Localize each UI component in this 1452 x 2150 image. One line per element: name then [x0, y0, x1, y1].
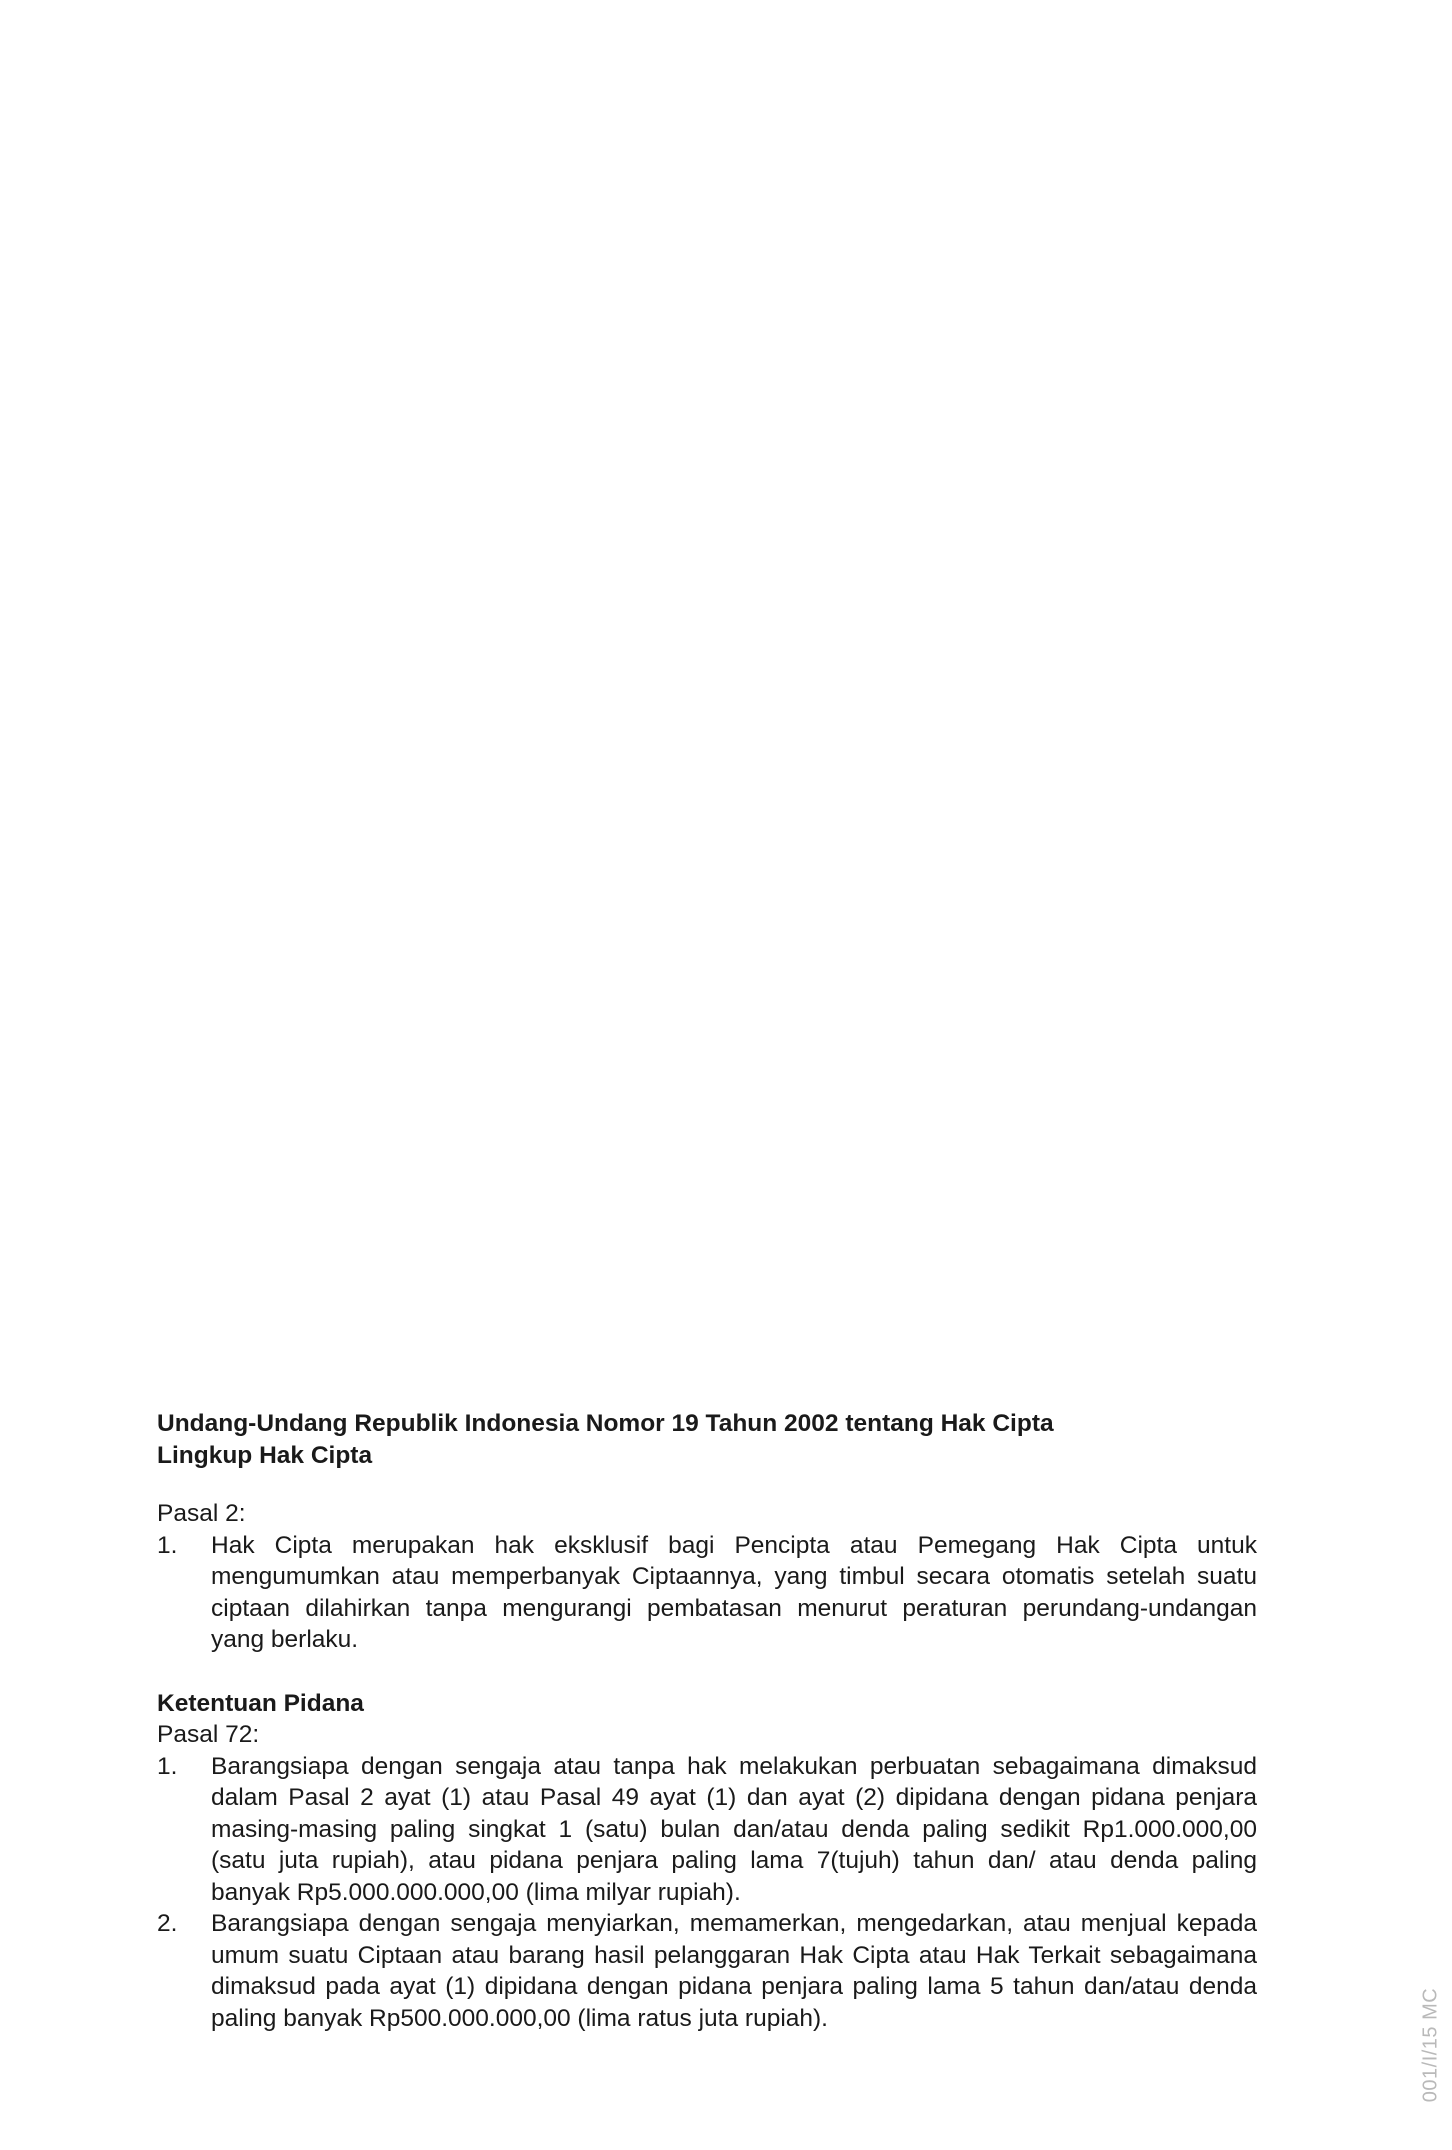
spacer — [157, 1656, 1257, 1688]
pasal-2-list — [157, 1530, 1257, 1656]
item-number: 1. — [157, 1752, 178, 1780]
copyright-notice — [157, 1408, 1257, 2034]
list-item — [157, 1751, 1257, 1909]
item-number: 1. — [157, 1531, 178, 1559]
item-number: 2. — [157, 1910, 178, 1937]
pasal-72-label: Pasal 72: — [157, 1721, 260, 1748]
pasal-2-label: Pasal 2: — [157, 1500, 246, 1527]
spacer — [157, 1471, 1257, 1498]
notice-title: Undang-Undang Republik Indonesia Nomor 19 Tahun 2002 tentang Hak Cipta — [157, 1410, 1054, 1437]
item-text: Barangsiapa dengan sengaja atau tanpa hak melakukan perbuatan sebagaimana dimaksud dalam Pasal 2 ayat (1) atau Pasal 49 ayat (1) dan ayat (2) dipidana dengan pidana penjara masing-masing paling singkat 1 (satu) bulan dan/atau denda paling sedikit Rp1.000.000,00 (satu juta rupiah), atau pidana penjara paling lama 7(tujuh) tahun dan/ atau denda paling banyak Rp5.000.000.000,00 (lima milyar rupiah). — [211, 1752, 1257, 1906]
list-item — [157, 1530, 1257, 1656]
ketentuan-pidana-heading: Ketentuan Pidana — [157, 1689, 364, 1717]
pasal-72-list — [157, 1751, 1257, 2035]
item-text: Hak Cipta merupakan hak eksklusif bagi Pencipta atau Pemegang Hak Cipta untuk mengumumkan atau memperbanyak Ciptaannya, yang timbul secara otomatis setelah suatu ciptaan dilahirkan tanpa mengurangi pembatasan menurut peraturan perundang-undangan yang berlaku. — [211, 1531, 1257, 1653]
notice-subtitle: Lingkup Hak Cipta — [157, 1441, 373, 1469]
margin-stamp: 001/I/15 MC — [1419, 1987, 1442, 2103]
list-item — [157, 1908, 1257, 2034]
item-text: Barangsiapa dengan sengaja menyiarkan, memamerkan, mengedarkan, atau menjual kepada umum suatu Ciptaan atau barang hasil pelanggaran Hak Cipta atau Hak Terkait sebagaimana dimaksud pada ayat (1) dipidana dengan pidana penjara paling lama 5 tahun dan/atau denda paling banyak Rp500.000.000,00 (lima ratus juta rupiah). — [211, 1910, 1257, 2032]
